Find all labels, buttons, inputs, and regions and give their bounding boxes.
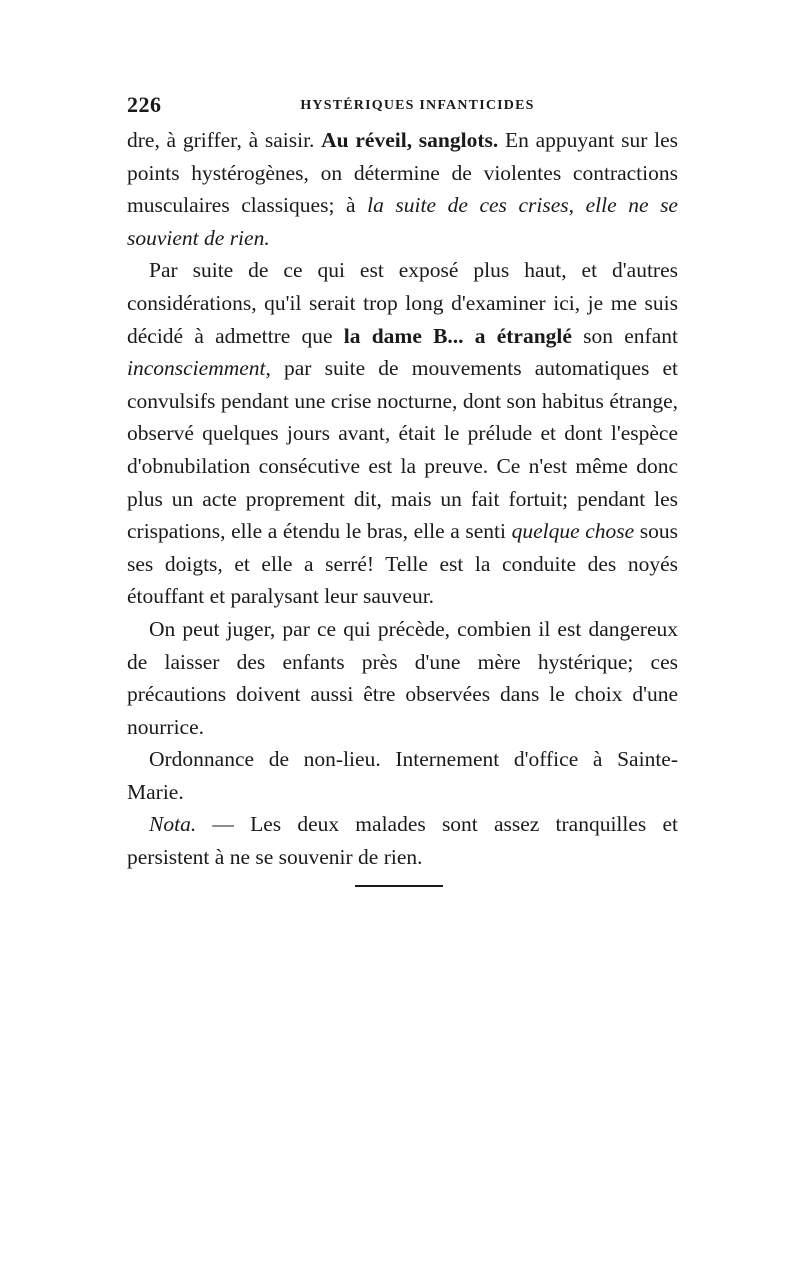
emphasis-text: Nota. [149, 812, 197, 837]
bold-text: Au réveil, sanglots. [321, 128, 499, 152]
text-segment: , par suite de mouvements automatiques et convulsifs pendant une crise nocturne, dont son habitus étrange, observé quelques jours avant, était le prélude et dont l'espèce d'obnubilation consécutive est la preuve. Ce n'est même donc plus un acte proprement dit, mais un fait fortuit; pendant les crispations, elle a étendu le bras, elle a senti [127, 356, 678, 544]
text-segment: sous ses doigts, et elle a serré! Telle est la conduite des noyés étouffant et paralysant leur sauveur. [127, 519, 679, 609]
running-title: HYSTÉRIQUES INFANTICIDES [300, 98, 535, 113]
emphasis-text: la suite de ces crises, elle ne se souvient de rien. [127, 193, 678, 250]
text-segment: dre, à griffer, à saisir. [127, 128, 322, 152]
text-segment: Par suite de ce qui est exposé plus haut, et d'autres considérations, qu'il serait trop long d'examiner ici, je me suis décidé à admettre que [127, 258, 678, 348]
page-number: 226 [127, 92, 162, 117]
body-text [127, 124, 678, 874]
paragraph [127, 613, 678, 743]
section-end-rule [355, 885, 443, 887]
emphasis-text: quelque chose [511, 519, 635, 544]
emphasis-text: inconsciemment [127, 356, 266, 381]
bold-text: la dame B... a étranglé [343, 323, 572, 348]
paragraph [127, 254, 678, 613]
paragraph [127, 743, 678, 808]
text-segment: En appuyant sur les points hystérogènes, on détermine de violentes contractions musculaires classiques; à [127, 128, 679, 218]
page-header [127, 92, 678, 122]
text-segment: On peut juger, par ce qui précède, combien il est dangereux de laisser des enfants près d'une mère hystérique; ces précautions doivent aussi être observées dans le choix d'une nourrice. [127, 616, 678, 739]
text-segment: son enfant [571, 323, 678, 348]
paragraph [127, 124, 678, 254]
paragraph [127, 808, 678, 873]
text-segment: — Les deux malades sont assez tranquilles et persistent à ne se souvenir de rien. [127, 812, 678, 870]
text-segment: Ordonnance de non-lieu. Internement d'office à Sainte-Marie. [127, 747, 678, 804]
